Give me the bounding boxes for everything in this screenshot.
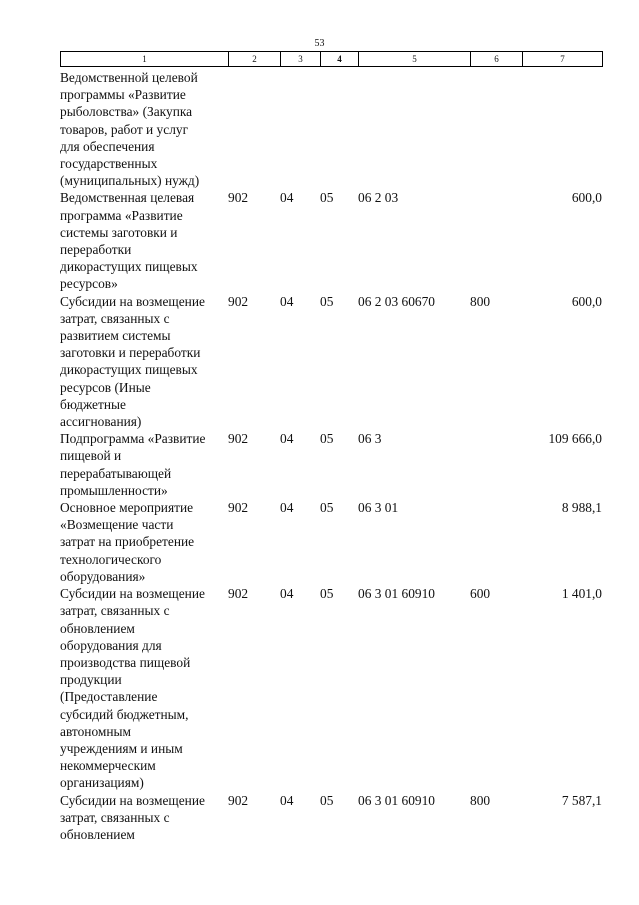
- description-line: развитием системы: [60, 328, 171, 344]
- description-line: продукции: [60, 672, 122, 688]
- row-description: [60, 430, 228, 499]
- description-line: Подпрограмма «Развитие: [60, 431, 206, 447]
- description-line: дикорастущих пищевых: [60, 362, 198, 378]
- table-row: [60, 293, 602, 431]
- description-line: (муниципальных) нужд): [60, 173, 200, 189]
- description-line: Ведомственной целевой: [60, 70, 198, 85]
- expense-type-code: [470, 430, 522, 499]
- target-article-code: 06 3 01: [358, 500, 399, 516]
- description-line: оборудования для: [60, 637, 162, 653]
- target-article-code: 06 3 01 60910: [358, 792, 435, 808]
- ministry-code: 902: [228, 190, 249, 206]
- description-line: дикорастущих пищевых: [60, 259, 198, 275]
- section-code: 04: [280, 431, 294, 447]
- amount-value: 600,0: [571, 190, 602, 206]
- section-code: 04: [280, 792, 294, 808]
- subsection-code: 05: [320, 792, 334, 808]
- target-article-code: 06 2 03: [358, 190, 399, 206]
- expense-type-code: [470, 499, 522, 585]
- section-code: 04: [280, 586, 294, 602]
- description-line: «Возмещение части: [60, 517, 174, 533]
- header-cell-1: 1: [61, 52, 229, 67]
- amount-value: 109 666,0: [548, 431, 602, 447]
- amount-value: 1 401,0: [561, 586, 602, 602]
- description-line: программа «Развитие: [60, 207, 183, 223]
- table-row: [60, 430, 602, 499]
- description-line: обновлением: [60, 620, 135, 636]
- section-code: 04: [280, 190, 294, 206]
- target-article-code: 06 2 03 60670: [358, 293, 435, 309]
- target-article-code: 06 3: [358, 431, 382, 447]
- description-line: перерабатывающей: [60, 465, 172, 481]
- description-line: Субсидии на возмещение: [60, 293, 205, 309]
- description-line: Субсидии на возмещение: [60, 792, 205, 808]
- description-line: для обеспечения: [60, 138, 155, 154]
- table-row: [60, 499, 602, 585]
- description-line: учреждениям и иным: [60, 740, 183, 756]
- description-line: (Предоставление: [60, 689, 158, 705]
- description-line: товаров, работ и услуг: [60, 121, 189, 137]
- description-line: субсидий бюджетным,: [60, 706, 189, 722]
- description-line: затрат на приобретение: [60, 534, 195, 550]
- description-line: пищевой и: [60, 448, 122, 464]
- section-code: 04: [280, 293, 294, 309]
- description-line: Ведомственная целевая: [60, 190, 195, 206]
- description-line: оборудования»: [60, 568, 146, 584]
- expense-type-code: [470, 69, 522, 189]
- description-line: ресурсов»: [60, 276, 118, 292]
- row-description: [60, 189, 228, 292]
- subsection-code: 05: [320, 500, 334, 516]
- description-line: промышленности»: [60, 482, 168, 498]
- subsection-code: 05: [320, 586, 334, 602]
- description-line: обновлением: [60, 826, 135, 842]
- amount-value: 7 587,1: [561, 792, 602, 808]
- amount-value: 600,0: [571, 293, 602, 309]
- page-number: 53: [314, 38, 325, 49]
- header-cell-4: 4: [321, 52, 359, 67]
- description-line: переработки: [60, 242, 132, 258]
- description-line: ресурсов (Иные: [60, 379, 151, 395]
- subsection-code: 05: [320, 190, 334, 206]
- description-line: производства пищевой: [60, 654, 191, 670]
- target-article-code: 06 3 01 60910: [358, 586, 435, 602]
- header-cell-6: 6: [471, 52, 523, 67]
- description-line: Субсидии на возмещение: [60, 586, 205, 602]
- ministry-code: 902: [228, 431, 249, 447]
- column-number-header: [60, 51, 603, 67]
- description-line: некоммерческим: [60, 758, 156, 774]
- description-line: заготовки и переработки: [60, 345, 201, 361]
- ministry-code: 902: [228, 792, 249, 808]
- description-line: организациям): [60, 775, 144, 791]
- header-cell-2: 2: [229, 52, 281, 67]
- ministry-code: [228, 69, 280, 189]
- description-line: системы заготовки и: [60, 224, 178, 240]
- description-line: ассигнования): [60, 414, 142, 430]
- row-description: [60, 585, 228, 791]
- description-line: государственных: [60, 156, 158, 172]
- ministry-code: 902: [228, 500, 249, 516]
- expense-type-code: [470, 189, 522, 292]
- table-row: [60, 189, 602, 292]
- header-cell-5: 5: [359, 52, 471, 67]
- description-line: рыболовства» (Закупка: [60, 104, 193, 120]
- budget-table-body: [60, 69, 602, 843]
- description-line: программы «Развитие: [60, 87, 186, 103]
- description-line: автономным: [60, 723, 132, 739]
- table-row: [60, 585, 602, 791]
- table-row: [60, 792, 602, 844]
- description-line: затрат, связанных с: [60, 603, 170, 619]
- ministry-code: 902: [228, 293, 249, 309]
- ministry-code: 902: [228, 586, 249, 602]
- table-row: [60, 69, 602, 189]
- section-code: 04: [280, 500, 294, 516]
- header-cell-7: 7: [523, 52, 603, 67]
- subsection-code: 05: [320, 293, 334, 309]
- row-description: [60, 293, 228, 431]
- description-line: Основное мероприятие: [60, 500, 194, 516]
- subsection-code: [320, 69, 358, 189]
- expense-type-code: 600: [470, 586, 491, 602]
- description-line: бюджетные: [60, 396, 126, 412]
- section-code: [280, 69, 320, 189]
- subsection-code: 05: [320, 431, 334, 447]
- header-cell-3: 3: [281, 52, 321, 67]
- expense-type-code: 800: [470, 293, 491, 309]
- amount-value: [522, 69, 602, 189]
- target-article-code: [358, 69, 470, 189]
- amount-value: 8 988,1: [561, 500, 602, 516]
- description-line: технологического: [60, 551, 162, 567]
- row-description: [60, 499, 228, 585]
- header-row: [61, 52, 603, 67]
- expense-type-code: 800: [470, 792, 491, 808]
- description-line: затрат, связанных с: [60, 310, 170, 326]
- description-line: затрат, связанных с: [60, 809, 170, 825]
- row-description: [60, 792, 228, 844]
- row-description: [60, 69, 228, 189]
